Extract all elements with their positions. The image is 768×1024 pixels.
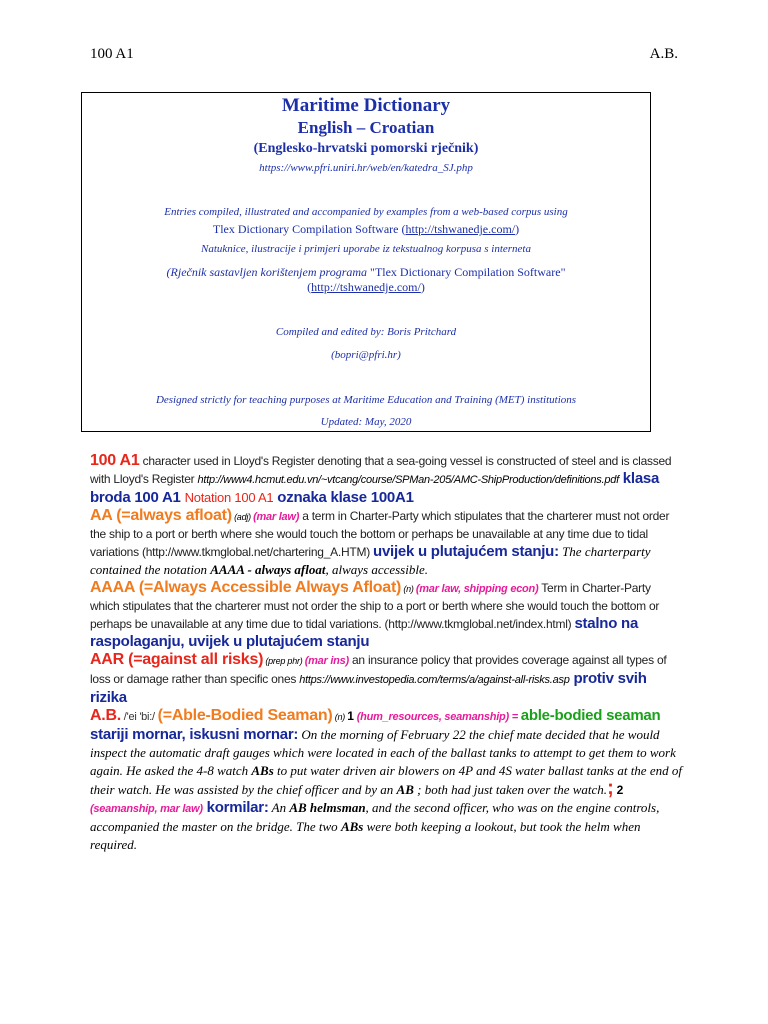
entry-ab [90, 707, 682, 854]
example-bold: ABs [340, 819, 364, 834]
part-of-speech: (n) [401, 584, 416, 594]
sense-separator: ; [607, 777, 614, 799]
tlex-software-text: Tlex Dictionary Compilation Software ( [212, 222, 406, 236]
department-url[interactable]: https://www.pfri.uniri.hr/web/en/katedra_SJ.php [259, 162, 473, 174]
title-box [81, 92, 651, 432]
field-label: (seamanship, mar law) [90, 803, 203, 815]
program-italic-text: (Rječnik sastavljen korištenjem programa [166, 265, 368, 279]
synonym: able-bodied seaman [520, 707, 661, 724]
example-text: The charterparty contained the notation [90, 544, 651, 577]
sense-number: 2 [613, 783, 623, 797]
part-of-speech: (n) [332, 712, 348, 722]
example-bold: ABs [251, 763, 274, 778]
croatian-equivalent: stariji mornar, iskusni mornar: [90, 726, 299, 743]
example-text: were both keeping a lookout, but took the helm when required. [90, 819, 641, 852]
natuknice-note: Natuknice, ilustracije i primjeri uporabe iz tekstualnog korpusa s interneta [201, 243, 531, 255]
example-text: , and the second officer, who was on the engine controls, accompanied the master on the bridge. The two [90, 800, 660, 834]
source-url[interactable]: http://www4.hcmut.edu.vn/~vtcang/course/SPMan-205/AMC-ShipProduction/definitions.pdf [197, 474, 619, 486]
example-bold: AAAA - always afloat [210, 562, 326, 577]
headword: AA (=always afloat) [90, 507, 232, 524]
definition: an insurance policy that provides coverage against all types of loss or damage rather than specific ones [90, 653, 667, 686]
tlex-link[interactable]: http://tshwanedje.com/ [405, 222, 516, 236]
croatian-equivalent: oznaka klase 100A1 [273, 489, 414, 506]
part-of-speech: (prep phr) [263, 656, 305, 666]
example-text: to put water driven air blowers on 4P and 4S water ballast tanks at the end of their watch. He was assisted by the chief officer and by an [90, 763, 682, 797]
entries-compiled-note: Entries compiled, illustrated and accompanied by examples from a web-based corpus using [164, 206, 568, 218]
example-text: ; both had just taken over the watch. [413, 782, 608, 797]
definition: Term in Charter-Party which stipulates that the charterer must not order the ship to a port or berth where she would touch the bottom or perhaps be unavailable at any time due to tidal variations. (http://www.tkmglobal.net/index.html) [90, 581, 660, 631]
program-link[interactable]: http://tshwanedje.com/ [311, 280, 421, 294]
entry-aa [90, 507, 682, 579]
definition: character used in Lloyd's Register denoting that a sea-going vessel is constructed of steel and is classed with Lloyd's Register [90, 454, 672, 486]
dictionary-entries [90, 452, 682, 854]
program-name: "Tlex Dictionary Compilation Software" [367, 265, 566, 279]
field-label: (hum_resources, seamanship) [356, 711, 509, 723]
croatian-title: (Englesko-hrvatski pomorski rječnik) [253, 141, 479, 156]
running-header-right: A.B. [649, 46, 678, 62]
dictionary-title: Maritime Dictionary [281, 95, 451, 116]
part-of-speech: (adj) [231, 512, 254, 522]
entry-aaaa [90, 579, 682, 651]
program-line [82, 265, 650, 280]
example-text: On the morning of February 22 the chief mate decided that he would inspect the automatic draft gauges which were located in each of the ballast tanks to attempt to get them to work again. He asked the 4-8 watch [90, 727, 676, 778]
source-url[interactable]: https://www.investopedia.com/terms/a/against-all-risks.asp [299, 674, 570, 686]
program-link-open: ( [307, 280, 312, 294]
field-label: (mar law, shipping econ) [415, 583, 539, 595]
example-bold: AB [396, 782, 414, 797]
croatian-equivalent: uvijek u plutajućem stanju: [373, 543, 559, 560]
croatian-equivalent: kormilar: [202, 799, 269, 816]
croatian-equivalent: protiv svih rizika [90, 670, 647, 706]
headword: AAR (=against all risks) [90, 651, 264, 668]
headword: A.B. [90, 707, 121, 724]
example-text: An [268, 800, 290, 815]
running-header-left: 100 A1 [90, 46, 134, 62]
designed-note: Designed strictly for teaching purposes at Maritime Education and Training (MET) institutions [155, 394, 577, 406]
abbreviation-expansion: (=Able-Bodied Seaman) [157, 707, 333, 724]
entry-100a1 [90, 452, 682, 507]
entry-aar [90, 651, 682, 707]
sense-number: 1 [347, 709, 357, 723]
compiled-by: Compiled and edited by: Boris Pritchard [275, 326, 457, 338]
field-label: (mar law) [253, 511, 300, 523]
updated-date: Updated: May, 2020 [320, 416, 412, 428]
equals-sign: = [508, 711, 521, 723]
program-link-line [82, 280, 650, 295]
headword: 100 A1 [90, 452, 140, 469]
program-link-close: ) [420, 280, 425, 294]
croatian-equivalent: stalno na raspolaganju, uvijek u plutajućem stanju [90, 615, 639, 650]
tlex-close: ) [515, 222, 520, 236]
headword: AAAA (=Always Accessible Always Afloat) [90, 579, 402, 596]
croatian-equivalent: klasa broda 100 A1 [90, 470, 660, 506]
example-bold: AB helmsman [289, 800, 366, 815]
dictionary-subtitle: English – Croatian [297, 118, 435, 137]
example-text: , always accessible. [325, 562, 428, 577]
notation-label: Notation 100 A1 [184, 490, 274, 505]
pronunciation: /'ei 'bi:/ [121, 711, 158, 723]
field-label: (mar ins) [304, 655, 349, 667]
definition: a term in Charter-Party which stipulates that the charterer must not order the ship to a port or berth where she would touch the bottom or perhaps be unavailable at any time due to tidal variations (http://www.tkmglobal.net/chartering_A.HTM) [90, 509, 670, 559]
tlex-software-line [82, 222, 650, 237]
editor-email[interactable]: (bopri@pfri.hr) [331, 349, 401, 361]
